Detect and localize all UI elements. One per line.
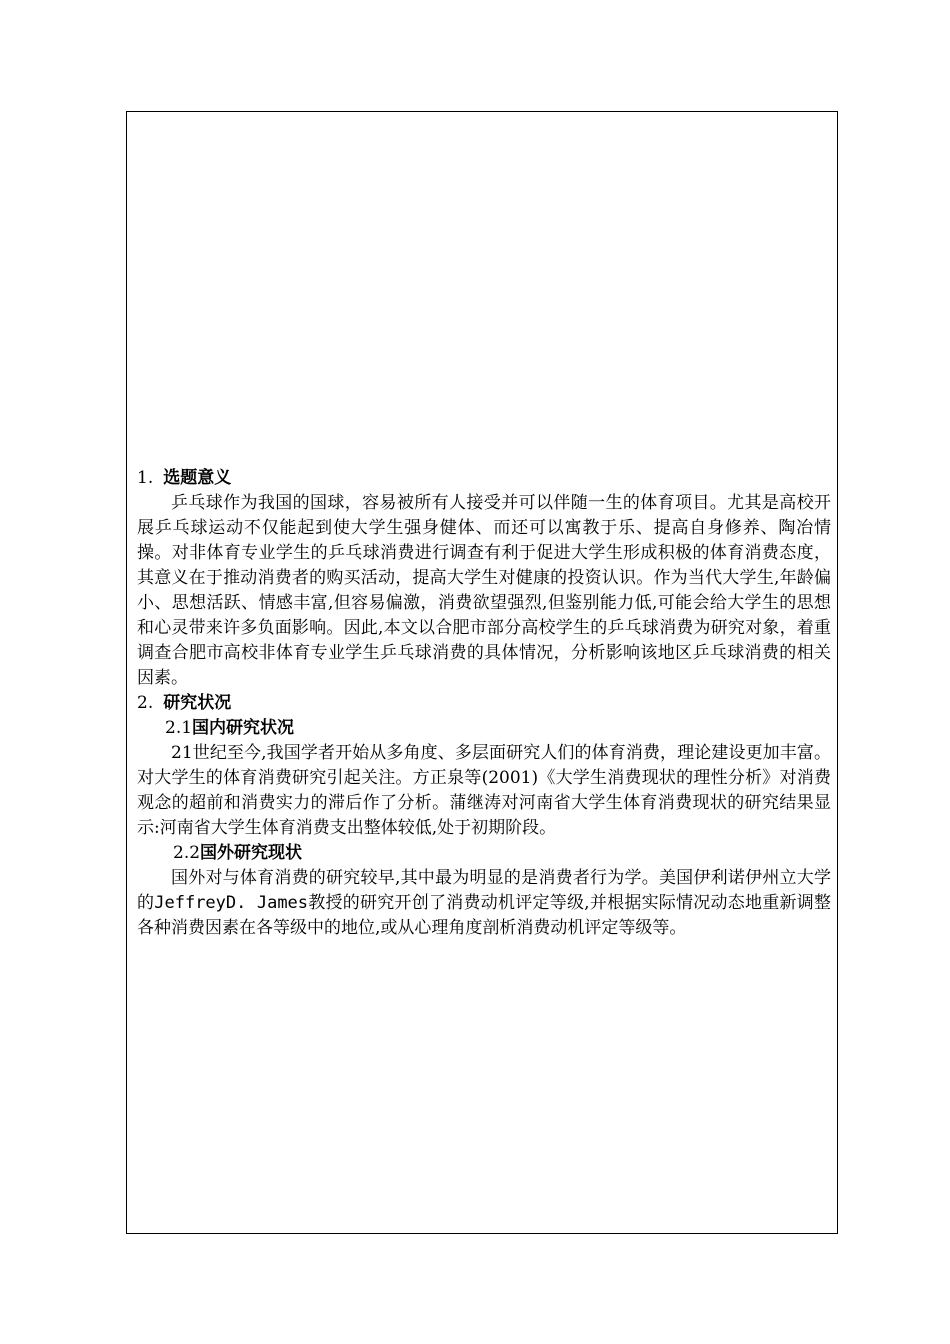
section-2-2-title: 国外研究现状: [200, 843, 303, 863]
researcher-name: JeffreyD. James: [154, 893, 309, 913]
section-1-title: 选题意义: [163, 468, 232, 488]
section-2-1-paragraph: 21世纪至今,我国学者开始从多角度、多层面研究人们的体育消费，理论建设更加丰富。对大学生的体育消费研究引起关注。方正泉等(2001)《大学生消费现状的理性分析》对消费观念的超前和消费实力的滞后作了分析。蒲继涛对河南省大学生体育消费现状的研究结果显示:河南省大学生体育消费支出整体较低,处于初期阶段。: [137, 743, 831, 838]
section-2-2-text-after: 教授的研究开创了消费动机评定等级,并根据实际情况动态地重新调整各种消费因素在各等级中的地位,或从心理角度剖析消费动机评定等级等。: [137, 893, 832, 938]
section-2-number: 2.: [137, 693, 154, 713]
section-2-2-heading: [137, 841, 831, 866]
section-1-heading: [137, 466, 831, 491]
section-2-2-paragraph: [137, 866, 831, 941]
section-1-paragraph: 乒乓球作为我国的国球，容易被所有人接受并可以伴随一生的体育项目。尤其是高校开展乒乓球运动不仅能起到使大学生强身健体、而还可以寓教于乐、提高自身修养、陶冶情操。对非体育专业学生的乒乓球消费进行调查有利于促进大学生形成积极的体育消费态度，其意义在于推动消费者的购买活动，提高大学生对健康的投资认识。作为当代大学生,年龄偏小、思想活跃、情感丰富,但容易偏激，消费欲望强烈,但鉴别能力低,可能会给大学生的思想和心灵带来许多负面影响。因此,本文以合肥市部分高校学生的乒乓球消费为研究对象，着重调查合肥市高校非体育专业学生乒乓球消费的具体情况，分析影响该地区乒乓球消费的相关因素。: [137, 493, 831, 688]
document-body: [137, 466, 831, 941]
section-2-1-title: 国内研究状况: [192, 718, 295, 738]
section-2-2-text-before: 国外对与体育消费的研究较早,其中最为明显的是消费者行为学。美国伊利诺伊州立大学的: [137, 868, 831, 913]
section-2-1-number: 2.1: [165, 718, 193, 738]
section-2-title: 研究状况: [163, 693, 232, 713]
section-2-2-number: 2.2: [173, 843, 201, 863]
section-2-1-heading: [137, 716, 831, 741]
section-2-heading: [137, 691, 831, 716]
section-1-number: 1.: [137, 468, 154, 488]
